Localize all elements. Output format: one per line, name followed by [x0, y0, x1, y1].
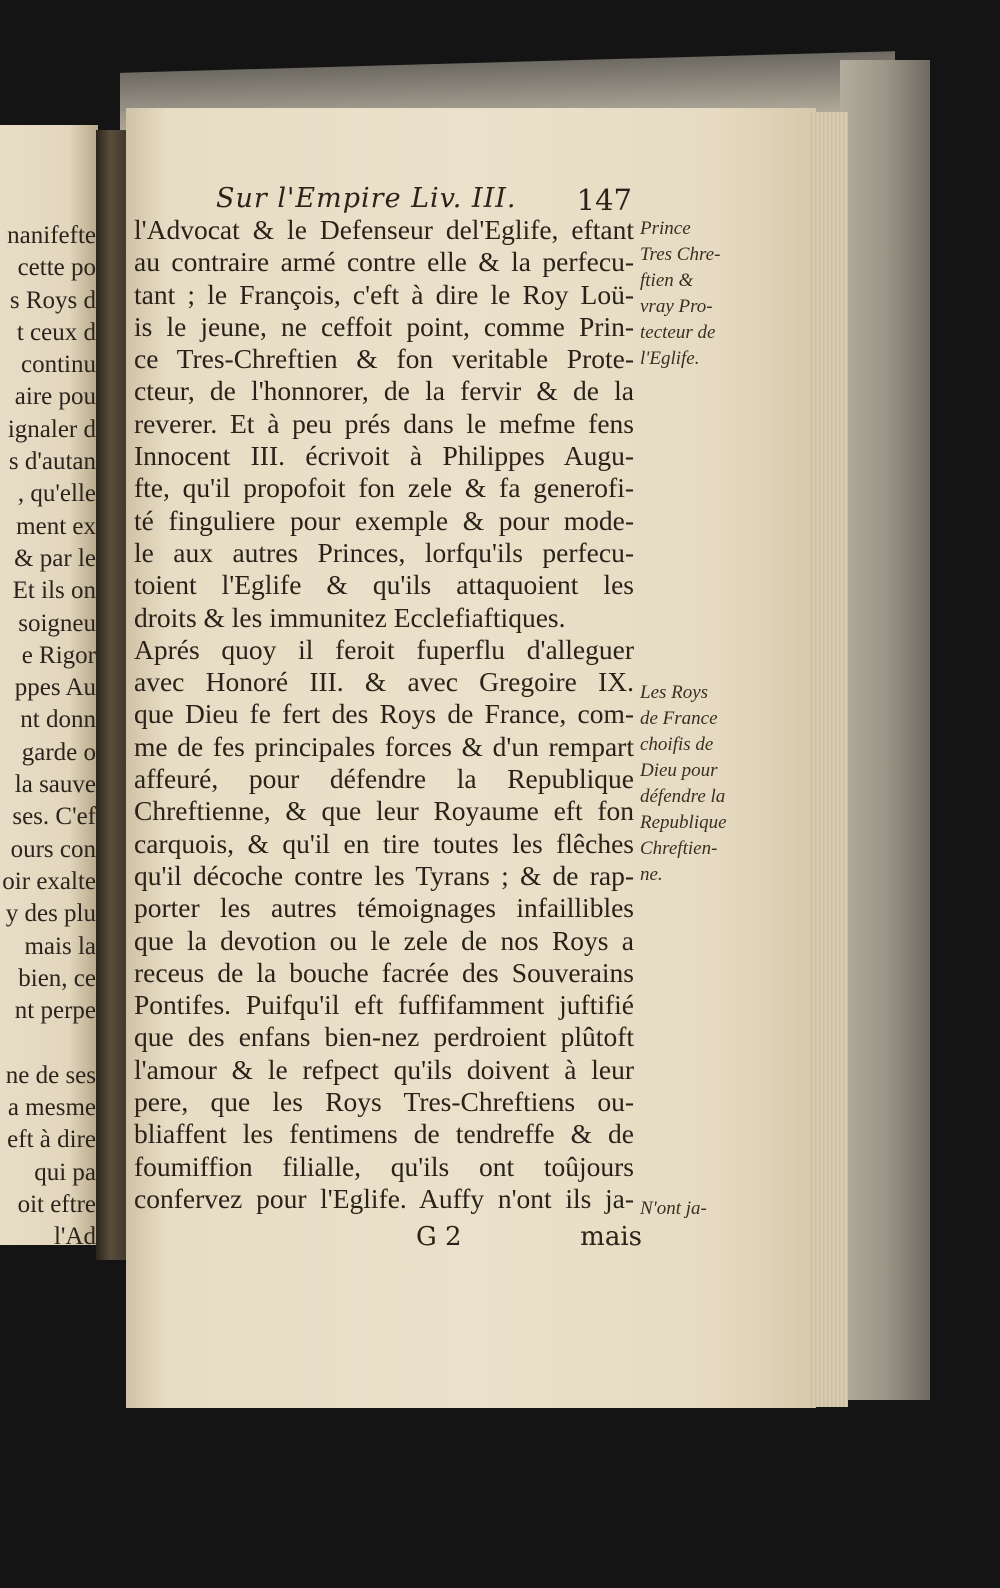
text-line: Chreftienne, & que leur Royaume eft fon	[134, 795, 634, 827]
left-page-line: , qu'elle	[17, 480, 96, 508]
text-line: bliaffent les fentimens de tendreffe & de	[134, 1118, 634, 1150]
text-line: porter les autres témoignages infaillibles	[134, 892, 634, 924]
catchword: mais	[580, 1222, 642, 1252]
left-page-line: garde o	[21, 738, 96, 766]
left-page-line: l'Ad	[53, 1223, 96, 1251]
margin-note-line: Tres Chre-	[640, 244, 721, 265]
left-page-line: continu	[21, 351, 96, 379]
text-line: cteur, de l'honnorer, de la fervir & de la	[134, 375, 634, 407]
left-page-line: Et ils on	[12, 577, 96, 605]
margin-note-line: Republique	[640, 812, 727, 833]
left-page-line: soigneu	[18, 609, 96, 637]
left-page-line: ours con	[10, 835, 96, 863]
text-line: qu'il décoche contre les Tyrans ; & de rap-	[134, 859, 634, 891]
text-line: is le jeune, ne ceffoit point, comme Prin-	[134, 310, 634, 342]
text-line: le aux autres Princes, lorfqu'ils perfecu-	[134, 536, 634, 568]
text-line: tant ; le François, c'eft à dire le Roy Loü-	[134, 278, 634, 310]
margin-note-line: ne.	[640, 864, 663, 885]
text-line: ce Tres-Chreftien & fon veritable Prote-	[134, 343, 634, 375]
text-line: reverer. Et à peu prés dans le mefme fens	[134, 407, 634, 439]
left-page-line: nt donn	[20, 706, 96, 734]
page-number: 147	[576, 183, 632, 217]
text-line: Aprés quoy il feroit fuperflu d'alleguer	[134, 633, 634, 665]
left-page-line: s d'autan	[8, 448, 96, 476]
left-page-line: ignaler d	[7, 415, 96, 443]
left-page-line: qui pa	[34, 1158, 96, 1186]
margin-note-line: Dieu pour	[640, 760, 718, 781]
left-page-line: ses. C'ef	[12, 803, 96, 831]
page-edges	[810, 112, 848, 1407]
text-line: foumiffion filialle, qu'ils ont toûjours	[134, 1150, 634, 1182]
page-footer	[136, 1222, 642, 1256]
book-cover-right	[840, 60, 930, 1400]
left-page-line: nanifefte	[7, 222, 96, 249]
text-line: l'Advocat & le Defenseur del'Eglife, eftant	[134, 214, 634, 245]
margin-note-line: l'Eglife.	[640, 348, 700, 369]
text-line: Pontifes. Puifqu'il eft fuffifamment juftifié	[134, 989, 634, 1021]
left-page-line: eft à dire	[7, 1126, 96, 1154]
text-line: toient l'Eglife & qu'ils attaquoient les	[134, 569, 634, 601]
text-line: au contraire armé contre elle & la perfecu-	[134, 246, 634, 278]
text-line: carquois, & qu'il en tire toutes les flêches	[134, 827, 634, 859]
text-line: Innocent III. écrivoit à Philippes Augu-	[134, 440, 634, 472]
margin-note-line: N'ont ja-	[640, 1198, 707, 1219]
margin-note-les-roys	[640, 680, 760, 888]
left-page-line: nt perpe	[14, 997, 96, 1025]
text-line: me de fes principales forces & d'un rempart	[134, 730, 634, 762]
running-title: Sur l'Empire Liv. III.	[216, 183, 517, 214]
text-line: pere, que les Roys Tres-Chreftiens ou-	[134, 1086, 634, 1118]
text-line: l'amour & le refpect qu'ils doivent à leur	[134, 1053, 634, 1085]
margin-note-line: Les Roys	[640, 682, 709, 703]
margin-note-line: Prince	[640, 218, 691, 239]
left-page-line: e Rigor	[21, 641, 96, 669]
margin-note-prince	[640, 216, 760, 372]
text-line: que la devotion ou le zele de nos Roys a	[134, 924, 634, 956]
left-page-line: mais la	[24, 932, 96, 960]
left-page-line: la sauve	[14, 771, 96, 799]
left-page	[0, 125, 98, 1251]
text-line: affeuré, pour défendre la Republique	[134, 763, 634, 795]
margin-note-nont-jamais	[640, 1196, 760, 1222]
text-line: que Dieu fe fert des Roys de France, com-	[134, 698, 634, 730]
body-text	[134, 214, 634, 1215]
text-line: que des enfans bien-nez perdroient plûtoft	[134, 1021, 634, 1053]
text-line: receus de la bouche facrée des Souverains	[134, 956, 634, 988]
margin-note-line: Chreftien-	[640, 838, 718, 859]
left-page-line: ment ex	[16, 512, 96, 540]
left-page-line	[0, 1027, 98, 1059]
margin-note-line: tecteur de	[640, 322, 716, 343]
left-page-line: y des plu	[5, 900, 96, 928]
margin-note-line: défendre la	[640, 786, 726, 807]
text-line: fte, qu'il propofoit fon zele & fa generofi-	[134, 472, 634, 504]
left-page-line: aire pou	[14, 383, 96, 411]
left-page-line: bien, ce	[18, 964, 96, 992]
left-page-line: s Roys d	[9, 286, 96, 314]
margin-note-line: de France	[640, 708, 718, 729]
left-page-line: t ceux d	[16, 318, 96, 346]
left-page-line: oir exalte	[2, 867, 96, 895]
text-line: confervez pour l'Eglife. Auffy n'ont ils ja-	[134, 1182, 634, 1214]
margin-note-line: vray Pro-	[640, 296, 713, 317]
left-page-line: a mesme	[7, 1094, 96, 1122]
left-page-line: & par le	[14, 544, 96, 572]
signature-mark: G 2	[416, 1222, 462, 1252]
left-page-line: ne de ses	[5, 1061, 96, 1089]
margin-note-line: choifis de	[640, 734, 714, 755]
margin-note-line: ftien &	[640, 270, 694, 291]
text-line: avec Honoré III. & avec Gregoire IX.	[134, 666, 634, 698]
text-line: droits & les immunitez Ecclefiaftiques.	[134, 601, 566, 633]
text-line: té finguliere pour exemple & pour mode-	[134, 504, 634, 536]
left-page-text	[0, 220, 98, 1254]
left-page-line: cette po	[17, 254, 96, 282]
left-page-line: ppes Au	[14, 674, 96, 702]
left-page-line: oit eftre	[17, 1190, 96, 1218]
